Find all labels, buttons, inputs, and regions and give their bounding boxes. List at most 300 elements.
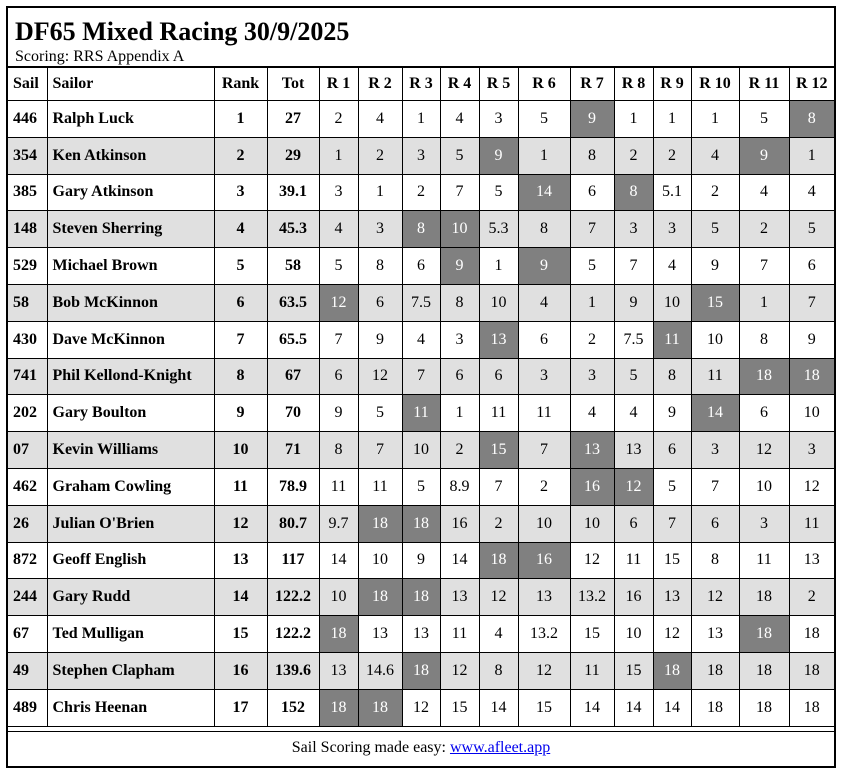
race-score-cell: 2 [789, 579, 834, 616]
race-score-cell: 6 [614, 505, 653, 542]
table-row [8, 468, 834, 505]
rank-cell: 17 [214, 689, 267, 726]
sail-number-cell: 07 [8, 432, 47, 469]
discarded-race-score-cell: 15 [479, 432, 518, 469]
race-score-cell: 12 [739, 432, 789, 469]
race-score-cell: 11 [319, 468, 358, 505]
total-cell: 117 [267, 542, 319, 579]
results-table [8, 68, 834, 727]
race-score-cell: 16 [440, 505, 479, 542]
race-score-cell: 1 [358, 174, 402, 211]
race-score-cell: 5 [570, 248, 614, 285]
race-score-cell: 8 [739, 321, 789, 358]
sail-number-cell: 67 [8, 616, 47, 653]
race-score-cell: 3 [319, 174, 358, 211]
race-score-cell: 9 [789, 321, 834, 358]
race-score-cell: 14 [614, 689, 653, 726]
race-score-cell: 3 [691, 432, 739, 469]
race-score-cell: 11 [739, 542, 789, 579]
race-score-cell: 1 [440, 395, 479, 432]
race-score-cell: 7 [691, 468, 739, 505]
race-score-cell: 1 [691, 101, 739, 138]
discarded-race-score-cell: 18 [358, 579, 402, 616]
sailor-name-cell: Steven Sherring [47, 211, 214, 248]
race-score-cell: 5 [440, 137, 479, 174]
discarded-race-score-cell: 13 [479, 321, 518, 358]
race-score-cell: 14 [319, 542, 358, 579]
race-score-cell: 12 [653, 616, 691, 653]
race-score-cell: 8 [691, 542, 739, 579]
race-score-cell: 13.2 [518, 616, 570, 653]
sail-number-cell: 385 [8, 174, 47, 211]
race-score-cell: 5 [319, 248, 358, 285]
sail-number-cell: 49 [8, 652, 47, 689]
race-score-cell: 10 [479, 284, 518, 321]
rank-cell: 5 [214, 248, 267, 285]
race-score-cell: 2 [358, 137, 402, 174]
column-header-tot: Tot [267, 68, 319, 101]
column-header-sailor: Sailor [47, 68, 214, 101]
rank-cell: 1 [214, 101, 267, 138]
column-header-rank: Rank [214, 68, 267, 101]
race-score-cell: 4 [653, 248, 691, 285]
race-score-cell: 7 [319, 321, 358, 358]
race-score-cell: 18 [739, 579, 789, 616]
race-score-cell: 15 [518, 689, 570, 726]
race-score-cell: 5 [789, 211, 834, 248]
rank-cell: 9 [214, 395, 267, 432]
discarded-race-score-cell: 12 [614, 468, 653, 505]
race-score-cell: 3 [739, 505, 789, 542]
race-score-cell: 15 [614, 652, 653, 689]
rank-cell: 12 [214, 505, 267, 542]
sailor-name-cell: Gary Atkinson [47, 174, 214, 211]
race-score-cell: 11 [479, 395, 518, 432]
race-score-cell: 9 [691, 248, 739, 285]
race-score-cell: 1 [614, 101, 653, 138]
race-score-cell: 8 [440, 284, 479, 321]
race-score-cell: 6 [440, 358, 479, 395]
race-score-cell: 6 [479, 358, 518, 395]
rank-cell: 2 [214, 137, 267, 174]
discarded-race-score-cell: 18 [402, 579, 440, 616]
total-cell: 67 [267, 358, 319, 395]
race-score-cell: 11 [691, 358, 739, 395]
race-score-cell: 8 [479, 652, 518, 689]
race-score-cell: 13 [358, 616, 402, 653]
race-score-cell: 3 [789, 432, 834, 469]
race-score-cell: 18 [739, 689, 789, 726]
race-score-cell: 5.3 [479, 211, 518, 248]
race-score-cell: 8 [518, 211, 570, 248]
race-score-cell: 9 [358, 321, 402, 358]
table-row [8, 137, 834, 174]
race-score-cell: 10 [518, 505, 570, 542]
race-score-cell: 5 [518, 101, 570, 138]
sail-number-cell: 446 [8, 101, 47, 138]
results-header [8, 8, 834, 68]
discarded-race-score-cell: 10 [440, 211, 479, 248]
column-header-r5: R 5 [479, 68, 518, 101]
table-header-row [8, 68, 834, 101]
race-score-cell: 14 [653, 689, 691, 726]
race-score-cell: 1 [739, 284, 789, 321]
race-score-cell: 8 [653, 358, 691, 395]
discarded-race-score-cell: 18 [739, 616, 789, 653]
race-score-cell: 5 [479, 174, 518, 211]
column-header-r3: R 3 [402, 68, 440, 101]
race-score-cell: 18 [789, 689, 834, 726]
sail-number-cell: 244 [8, 579, 47, 616]
total-cell: 78.9 [267, 468, 319, 505]
race-score-cell: 10 [789, 395, 834, 432]
race-score-cell: 12 [570, 542, 614, 579]
sailor-name-cell: Ralph Luck [47, 101, 214, 138]
race-score-cell: 2 [440, 432, 479, 469]
race-score-cell: 10 [402, 432, 440, 469]
footer-text: Sail Scoring made easy: [291, 739, 450, 756]
race-score-cell: 1 [518, 137, 570, 174]
sailor-name-cell: Stephen Clapham [47, 652, 214, 689]
column-header-r2: R 2 [358, 68, 402, 101]
race-score-cell: 1 [789, 137, 834, 174]
race-score-cell: 15 [440, 689, 479, 726]
rank-cell: 11 [214, 468, 267, 505]
race-score-cell: 7.5 [614, 321, 653, 358]
race-score-cell: 12 [518, 652, 570, 689]
race-score-cell: 13 [402, 616, 440, 653]
total-cell: 27 [267, 101, 319, 138]
rank-cell: 16 [214, 652, 267, 689]
sail-number-cell: 26 [8, 505, 47, 542]
table-row [8, 652, 834, 689]
race-score-cell: 13 [440, 579, 479, 616]
table-row [8, 579, 834, 616]
race-score-cell: 1 [653, 101, 691, 138]
total-cell: 122.2 [267, 579, 319, 616]
race-score-cell: 9 [319, 395, 358, 432]
column-header-r11: R 11 [739, 68, 789, 101]
discarded-race-score-cell: 9 [518, 248, 570, 285]
race-score-cell: 5 [739, 101, 789, 138]
race-score-cell: 4 [789, 174, 834, 211]
race-score-cell: 13 [691, 616, 739, 653]
race-score-cell: 4 [739, 174, 789, 211]
sailor-name-cell: Phil Kellond-Knight [47, 358, 214, 395]
race-score-cell: 12 [479, 579, 518, 616]
race-score-cell: 8 [319, 432, 358, 469]
race-score-cell: 13 [614, 432, 653, 469]
sailor-name-cell: Dave McKinnon [47, 321, 214, 358]
race-score-cell: 10 [358, 542, 402, 579]
race-score-cell: 10 [614, 616, 653, 653]
race-score-cell: 3 [614, 211, 653, 248]
discarded-race-score-cell: 18 [319, 616, 358, 653]
sail-number-cell: 462 [8, 468, 47, 505]
race-score-cell: 2 [319, 101, 358, 138]
race-score-cell: 7 [440, 174, 479, 211]
column-header-r6: R 6 [518, 68, 570, 101]
total-cell: 71 [267, 432, 319, 469]
discarded-race-score-cell: 13 [570, 432, 614, 469]
race-score-cell: 9 [402, 542, 440, 579]
discarded-race-score-cell: 18 [739, 358, 789, 395]
scoring-subtitle: Scoring: RRS Appendix A [15, 48, 185, 65]
race-score-cell: 18 [691, 652, 739, 689]
race-score-cell: 3 [479, 101, 518, 138]
race-score-cell: 4 [614, 395, 653, 432]
column-header-r4: R 4 [440, 68, 479, 101]
race-score-cell: 4 [358, 101, 402, 138]
total-cell: 122.2 [267, 616, 319, 653]
race-score-cell: 6 [739, 395, 789, 432]
sailor-name-cell: Julian O'Brien [47, 505, 214, 542]
race-score-cell: 5 [358, 395, 402, 432]
race-score-cell: 2 [653, 137, 691, 174]
total-cell: 80.7 [267, 505, 319, 542]
race-score-cell: 6 [691, 505, 739, 542]
discarded-race-score-cell: 8 [789, 101, 834, 138]
sail-number-cell: 148 [8, 211, 47, 248]
race-score-cell: 5.1 [653, 174, 691, 211]
sailor-name-cell: Ted Mulligan [47, 616, 214, 653]
race-score-cell: 6 [570, 174, 614, 211]
race-score-cell: 1 [570, 284, 614, 321]
race-score-cell: 1 [479, 248, 518, 285]
race-score-cell: 7 [518, 432, 570, 469]
race-score-cell: 18 [691, 689, 739, 726]
sailor-name-cell: Kevin Williams [47, 432, 214, 469]
race-score-cell: 10 [319, 579, 358, 616]
race-score-cell: 11 [789, 505, 834, 542]
discarded-race-score-cell: 9 [479, 137, 518, 174]
race-score-cell: 11 [614, 542, 653, 579]
race-score-cell: 14 [570, 689, 614, 726]
discarded-race-score-cell: 14 [518, 174, 570, 211]
race-score-cell: 1 [402, 101, 440, 138]
race-score-cell: 5 [614, 358, 653, 395]
discarded-race-score-cell: 15 [691, 284, 739, 321]
race-score-cell: 7.5 [402, 284, 440, 321]
column-header-r12: R 12 [789, 68, 834, 101]
race-score-cell: 10 [739, 468, 789, 505]
race-score-cell: 3 [358, 211, 402, 248]
race-score-cell: 13 [653, 579, 691, 616]
race-score-cell: 4 [440, 101, 479, 138]
sail-number-cell: 202 [8, 395, 47, 432]
afleet-link[interactable]: www.afleet.app [449, 739, 551, 756]
table-row [8, 432, 834, 469]
race-score-cell: 11 [358, 468, 402, 505]
discarded-race-score-cell: 18 [402, 652, 440, 689]
discarded-race-score-cell: 8 [402, 211, 440, 248]
race-score-cell: 15 [570, 616, 614, 653]
race-score-cell: 9 [614, 284, 653, 321]
race-score-cell: 5 [402, 468, 440, 505]
column-header-r10: R 10 [691, 68, 739, 101]
sail-number-cell: 489 [8, 689, 47, 726]
sail-number-cell: 430 [8, 321, 47, 358]
race-score-cell: 4 [691, 137, 739, 174]
race-score-cell: 8.9 [440, 468, 479, 505]
column-header-r1: R 1 [319, 68, 358, 101]
race-score-cell: 2 [614, 137, 653, 174]
race-score-cell: 2 [479, 505, 518, 542]
rank-cell: 3 [214, 174, 267, 211]
table-row [8, 321, 834, 358]
rank-cell: 14 [214, 579, 267, 616]
race-score-cell: 14.6 [358, 652, 402, 689]
total-cell: 139.6 [267, 652, 319, 689]
race-score-cell: 6 [653, 432, 691, 469]
race-score-cell: 4 [570, 395, 614, 432]
rank-cell: 4 [214, 211, 267, 248]
race-score-cell: 7 [653, 505, 691, 542]
table-row [8, 395, 834, 432]
race-score-cell: 8 [570, 137, 614, 174]
race-score-cell: 4 [402, 321, 440, 358]
column-header-r7: R 7 [570, 68, 614, 101]
discarded-race-score-cell: 14 [691, 395, 739, 432]
race-score-cell: 6 [789, 248, 834, 285]
race-score-cell: 11 [440, 616, 479, 653]
race-score-cell: 12 [358, 358, 402, 395]
race-score-cell: 5 [653, 468, 691, 505]
race-score-cell: 9 [653, 395, 691, 432]
discarded-race-score-cell: 12 [319, 284, 358, 321]
race-score-cell: 14 [440, 542, 479, 579]
column-header-r9: R 9 [653, 68, 691, 101]
race-score-cell: 12 [789, 468, 834, 505]
total-cell: 45.3 [267, 211, 319, 248]
rank-cell: 13 [214, 542, 267, 579]
discarded-race-score-cell: 9 [570, 101, 614, 138]
total-cell: 39.1 [267, 174, 319, 211]
race-score-cell: 15 [653, 542, 691, 579]
race-score-cell: 3 [570, 358, 614, 395]
race-score-cell: 12 [402, 689, 440, 726]
sail-number-cell: 58 [8, 284, 47, 321]
race-score-cell: 7 [358, 432, 402, 469]
sailor-name-cell: Chris Heenan [47, 689, 214, 726]
total-cell: 63.5 [267, 284, 319, 321]
column-header-sail: Sail [8, 68, 47, 101]
race-score-cell: 11 [518, 395, 570, 432]
rank-cell: 8 [214, 358, 267, 395]
table-row [8, 284, 834, 321]
race-score-cell: 13.2 [570, 579, 614, 616]
rank-cell: 10 [214, 432, 267, 469]
race-score-cell: 2 [570, 321, 614, 358]
total-cell: 65.5 [267, 321, 319, 358]
discarded-race-score-cell: 18 [653, 652, 691, 689]
total-cell: 58 [267, 248, 319, 285]
race-score-cell: 7 [789, 284, 834, 321]
race-score-cell: 18 [739, 652, 789, 689]
discarded-race-score-cell: 8 [614, 174, 653, 211]
race-score-cell: 7 [570, 211, 614, 248]
race-score-cell: 8 [358, 248, 402, 285]
discarded-race-score-cell: 18 [789, 358, 834, 395]
sail-number-cell: 741 [8, 358, 47, 395]
table-row [8, 174, 834, 211]
rank-cell: 6 [214, 284, 267, 321]
race-score-cell: 6 [402, 248, 440, 285]
sailor-name-cell: Gary Boulton [47, 395, 214, 432]
race-score-cell: 18 [789, 652, 834, 689]
sailor-name-cell: Ken Atkinson [47, 137, 214, 174]
race-score-cell: 14 [479, 689, 518, 726]
race-score-cell: 12 [440, 652, 479, 689]
discarded-race-score-cell: 18 [358, 505, 402, 542]
race-score-cell: 4 [518, 284, 570, 321]
race-score-cell: 6 [319, 358, 358, 395]
discarded-race-score-cell: 11 [402, 395, 440, 432]
race-score-cell: 7 [402, 358, 440, 395]
sailor-name-cell: Geoff English [47, 542, 214, 579]
race-score-cell: 3 [653, 211, 691, 248]
race-score-cell: 13 [789, 542, 834, 579]
race-score-cell: 13 [518, 579, 570, 616]
race-score-cell: 12 [691, 579, 739, 616]
race-score-cell: 10 [691, 321, 739, 358]
race-score-cell: 3 [440, 321, 479, 358]
page-title: DF65 Mixed Racing 30/9/2025 [15, 17, 350, 46]
race-score-cell: 3 [518, 358, 570, 395]
discarded-race-score-cell: 18 [319, 689, 358, 726]
race-score-cell: 16 [614, 579, 653, 616]
table-row [8, 101, 834, 138]
race-score-cell: 6 [518, 321, 570, 358]
race-score-cell: 2 [518, 468, 570, 505]
race-score-cell: 1 [319, 137, 358, 174]
race-score-cell: 3 [402, 137, 440, 174]
discarded-race-score-cell: 9 [440, 248, 479, 285]
rank-cell: 15 [214, 616, 267, 653]
total-cell: 29 [267, 137, 319, 174]
discarded-race-score-cell: 18 [358, 689, 402, 726]
race-score-cell: 4 [319, 211, 358, 248]
sailor-name-cell: Graham Cowling [47, 468, 214, 505]
race-score-cell: 18 [789, 616, 834, 653]
race-score-cell: 10 [653, 284, 691, 321]
table-row [8, 358, 834, 395]
discarded-race-score-cell: 16 [518, 542, 570, 579]
sailor-name-cell: Gary Rudd [47, 579, 214, 616]
race-score-cell: 7 [479, 468, 518, 505]
race-score-cell: 4 [479, 616, 518, 653]
race-score-cell: 2 [691, 174, 739, 211]
sail-number-cell: 354 [8, 137, 47, 174]
race-score-cell: 6 [358, 284, 402, 321]
race-score-cell: 2 [402, 174, 440, 211]
total-cell: 70 [267, 395, 319, 432]
footer [8, 731, 834, 766]
table-row [8, 689, 834, 726]
sailor-name-cell: Bob McKinnon [47, 284, 214, 321]
table-row [8, 248, 834, 285]
discarded-race-score-cell: 18 [479, 542, 518, 579]
race-score-cell: 7 [739, 248, 789, 285]
race-score-cell: 9.7 [319, 505, 358, 542]
sail-number-cell: 529 [8, 248, 47, 285]
table-row [8, 616, 834, 653]
discarded-race-score-cell: 18 [402, 505, 440, 542]
total-cell: 152 [267, 689, 319, 726]
race-score-cell: 5 [691, 211, 739, 248]
results-frame [6, 6, 836, 768]
discarded-race-score-cell: 11 [653, 321, 691, 358]
